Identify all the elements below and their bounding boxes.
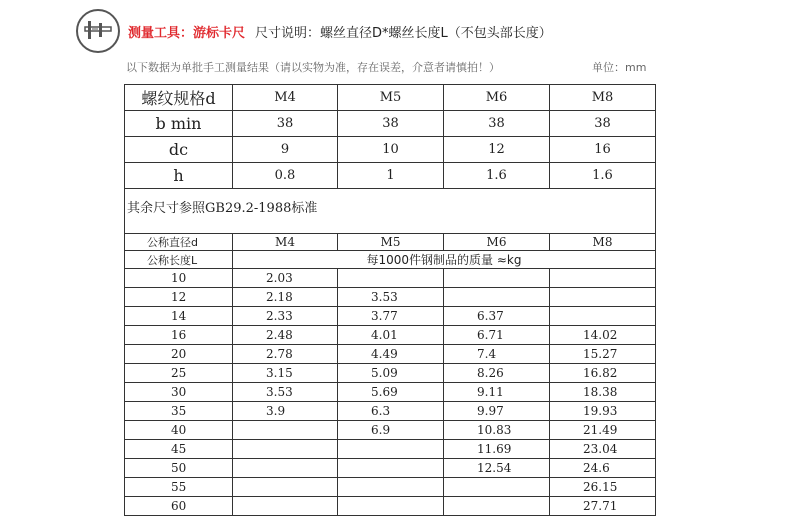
mass-cell	[444, 478, 550, 497]
mass-cell: 4.01	[338, 326, 444, 345]
length-cell: 16	[125, 326, 233, 345]
cell: 9	[233, 137, 338, 163]
length-cell: 35	[125, 402, 233, 421]
mass-cell: 10.83	[444, 421, 550, 440]
mass-cell: 7.4	[444, 345, 550, 364]
mass-cell: 5.09	[338, 364, 444, 383]
mass-cell	[233, 440, 338, 459]
mass-cell: 9.97	[444, 402, 550, 421]
size-m8: M8	[550, 234, 656, 251]
cell: 1.6	[444, 163, 550, 189]
title-tool: 测量工具：游标卡尺	[128, 25, 246, 41]
unit-label: 单位：mm	[592, 61, 647, 74]
row-label: h	[125, 163, 233, 189]
table-row	[125, 111, 656, 137]
cell: 1	[338, 163, 444, 189]
cell: 38	[444, 111, 550, 137]
spec-header-row	[125, 85, 656, 111]
cell: 0.8	[233, 163, 338, 189]
mass-cell: 6.71	[444, 326, 550, 345]
length-cell: 25	[125, 364, 233, 383]
mass-cell: 26.15	[550, 478, 656, 497]
mass-cell: 16.82	[550, 364, 656, 383]
table-row	[125, 163, 656, 189]
mass-cell: 19.93	[550, 402, 656, 421]
spec-table	[124, 84, 656, 516]
length-cell: 20	[125, 345, 233, 364]
mass-cell: 2.33	[233, 307, 338, 326]
mass-cell: 18.38	[550, 383, 656, 402]
mass-cell: 2.78	[233, 345, 338, 364]
header	[76, 8, 552, 54]
table-row	[125, 307, 656, 326]
table-row	[125, 269, 656, 288]
thread-spec-label: 螺纹规格d	[125, 85, 233, 111]
cell: 1.6	[550, 163, 656, 189]
mass-cell	[550, 269, 656, 288]
mass-cell: 24.6	[550, 459, 656, 478]
mass-cell	[233, 497, 338, 516]
size-m5: M5	[338, 234, 444, 251]
table-row	[125, 345, 656, 364]
size-m4: M4	[233, 85, 338, 111]
size-m5: M5	[338, 85, 444, 111]
table-row	[125, 383, 656, 402]
mass-cell: 11.69	[444, 440, 550, 459]
row-label: b min	[125, 111, 233, 137]
standard-note: 其余尺寸参照GB29.2-1988标准	[125, 189, 656, 234]
mass-cell	[444, 497, 550, 516]
mass-cell: 8.26	[444, 364, 550, 383]
mass-cell: 6.3	[338, 402, 444, 421]
table-row	[125, 497, 656, 516]
mass-cell: 12.54	[444, 459, 550, 478]
mass-cell: 6.9	[338, 421, 444, 440]
title-description: 尺寸说明：螺丝直径D*螺丝长度L（不包头部长度）	[255, 25, 552, 41]
table-row	[125, 364, 656, 383]
mass-cell: 14.02	[550, 326, 656, 345]
mass-cell: 5.69	[338, 383, 444, 402]
mass-cell	[338, 459, 444, 478]
mass-cell: 2.03	[233, 269, 338, 288]
mass-cell	[338, 478, 444, 497]
table-row	[125, 402, 656, 421]
mass-cell: 3.53	[233, 383, 338, 402]
mass-cell: 2.18	[233, 288, 338, 307]
length-cell: 50	[125, 459, 233, 478]
mass-cell: 4.49	[338, 345, 444, 364]
length-cell: 10	[125, 269, 233, 288]
table-row	[125, 478, 656, 497]
mass-cell	[338, 269, 444, 288]
length-cell: 14	[125, 307, 233, 326]
mass-cell	[444, 269, 550, 288]
table-row	[125, 421, 656, 440]
mass-cell	[550, 288, 656, 307]
length-cell: 12	[125, 288, 233, 307]
mass-cell: 3.53	[338, 288, 444, 307]
size-m6: M6	[444, 234, 550, 251]
mass-cell	[550, 307, 656, 326]
disclaimer-note: 以下数据为单批手工测量结果（请以实物为准，存在误差，介意者请慎拍！）	[126, 61, 500, 74]
mass-cell: 27.71	[550, 497, 656, 516]
table-row	[125, 459, 656, 478]
table-row	[125, 326, 656, 345]
weight-rows	[125, 269, 656, 516]
mass-title: 每1000件钢制品的质量 ≈kg	[233, 251, 656, 269]
length-label: 公称长度L	[125, 251, 233, 269]
row-label: dc	[125, 137, 233, 163]
size-m4: M4	[233, 234, 338, 251]
table-row	[125, 137, 656, 163]
cell: 10	[338, 137, 444, 163]
weight-subheader-row	[125, 251, 656, 269]
mass-cell: 6.37	[444, 307, 550, 326]
mass-cell: 15.27	[550, 345, 656, 364]
mass-cell	[233, 421, 338, 440]
mass-cell: 3.15	[233, 364, 338, 383]
weight-header-row	[125, 234, 656, 251]
mass-cell	[444, 288, 550, 307]
length-cell: 60	[125, 497, 233, 516]
length-cell: 30	[125, 383, 233, 402]
cell: 12	[444, 137, 550, 163]
table-row	[125, 440, 656, 459]
mass-cell: 3.77	[338, 307, 444, 326]
diameter-label: 公称直径d	[125, 234, 233, 251]
mass-cell	[338, 497, 444, 516]
size-m8: M8	[550, 85, 656, 111]
mass-cell: 2.48	[233, 326, 338, 345]
mass-cell: 9.11	[444, 383, 550, 402]
standard-note-row	[125, 189, 656, 234]
mass-cell: 21.49	[550, 421, 656, 440]
length-cell: 55	[125, 478, 233, 497]
table-row	[125, 288, 656, 307]
mass-cell: 23.04	[550, 440, 656, 459]
length-cell: 40	[125, 421, 233, 440]
mass-cell	[233, 478, 338, 497]
caliper-icon	[76, 9, 120, 53]
cell: 38	[550, 111, 656, 137]
cell: 38	[233, 111, 338, 137]
size-m6: M6	[444, 85, 550, 111]
mass-cell	[338, 440, 444, 459]
cell: 16	[550, 137, 656, 163]
mass-cell: 3.9	[233, 402, 338, 421]
mass-cell	[233, 459, 338, 478]
length-cell: 45	[125, 440, 233, 459]
cell: 38	[338, 111, 444, 137]
